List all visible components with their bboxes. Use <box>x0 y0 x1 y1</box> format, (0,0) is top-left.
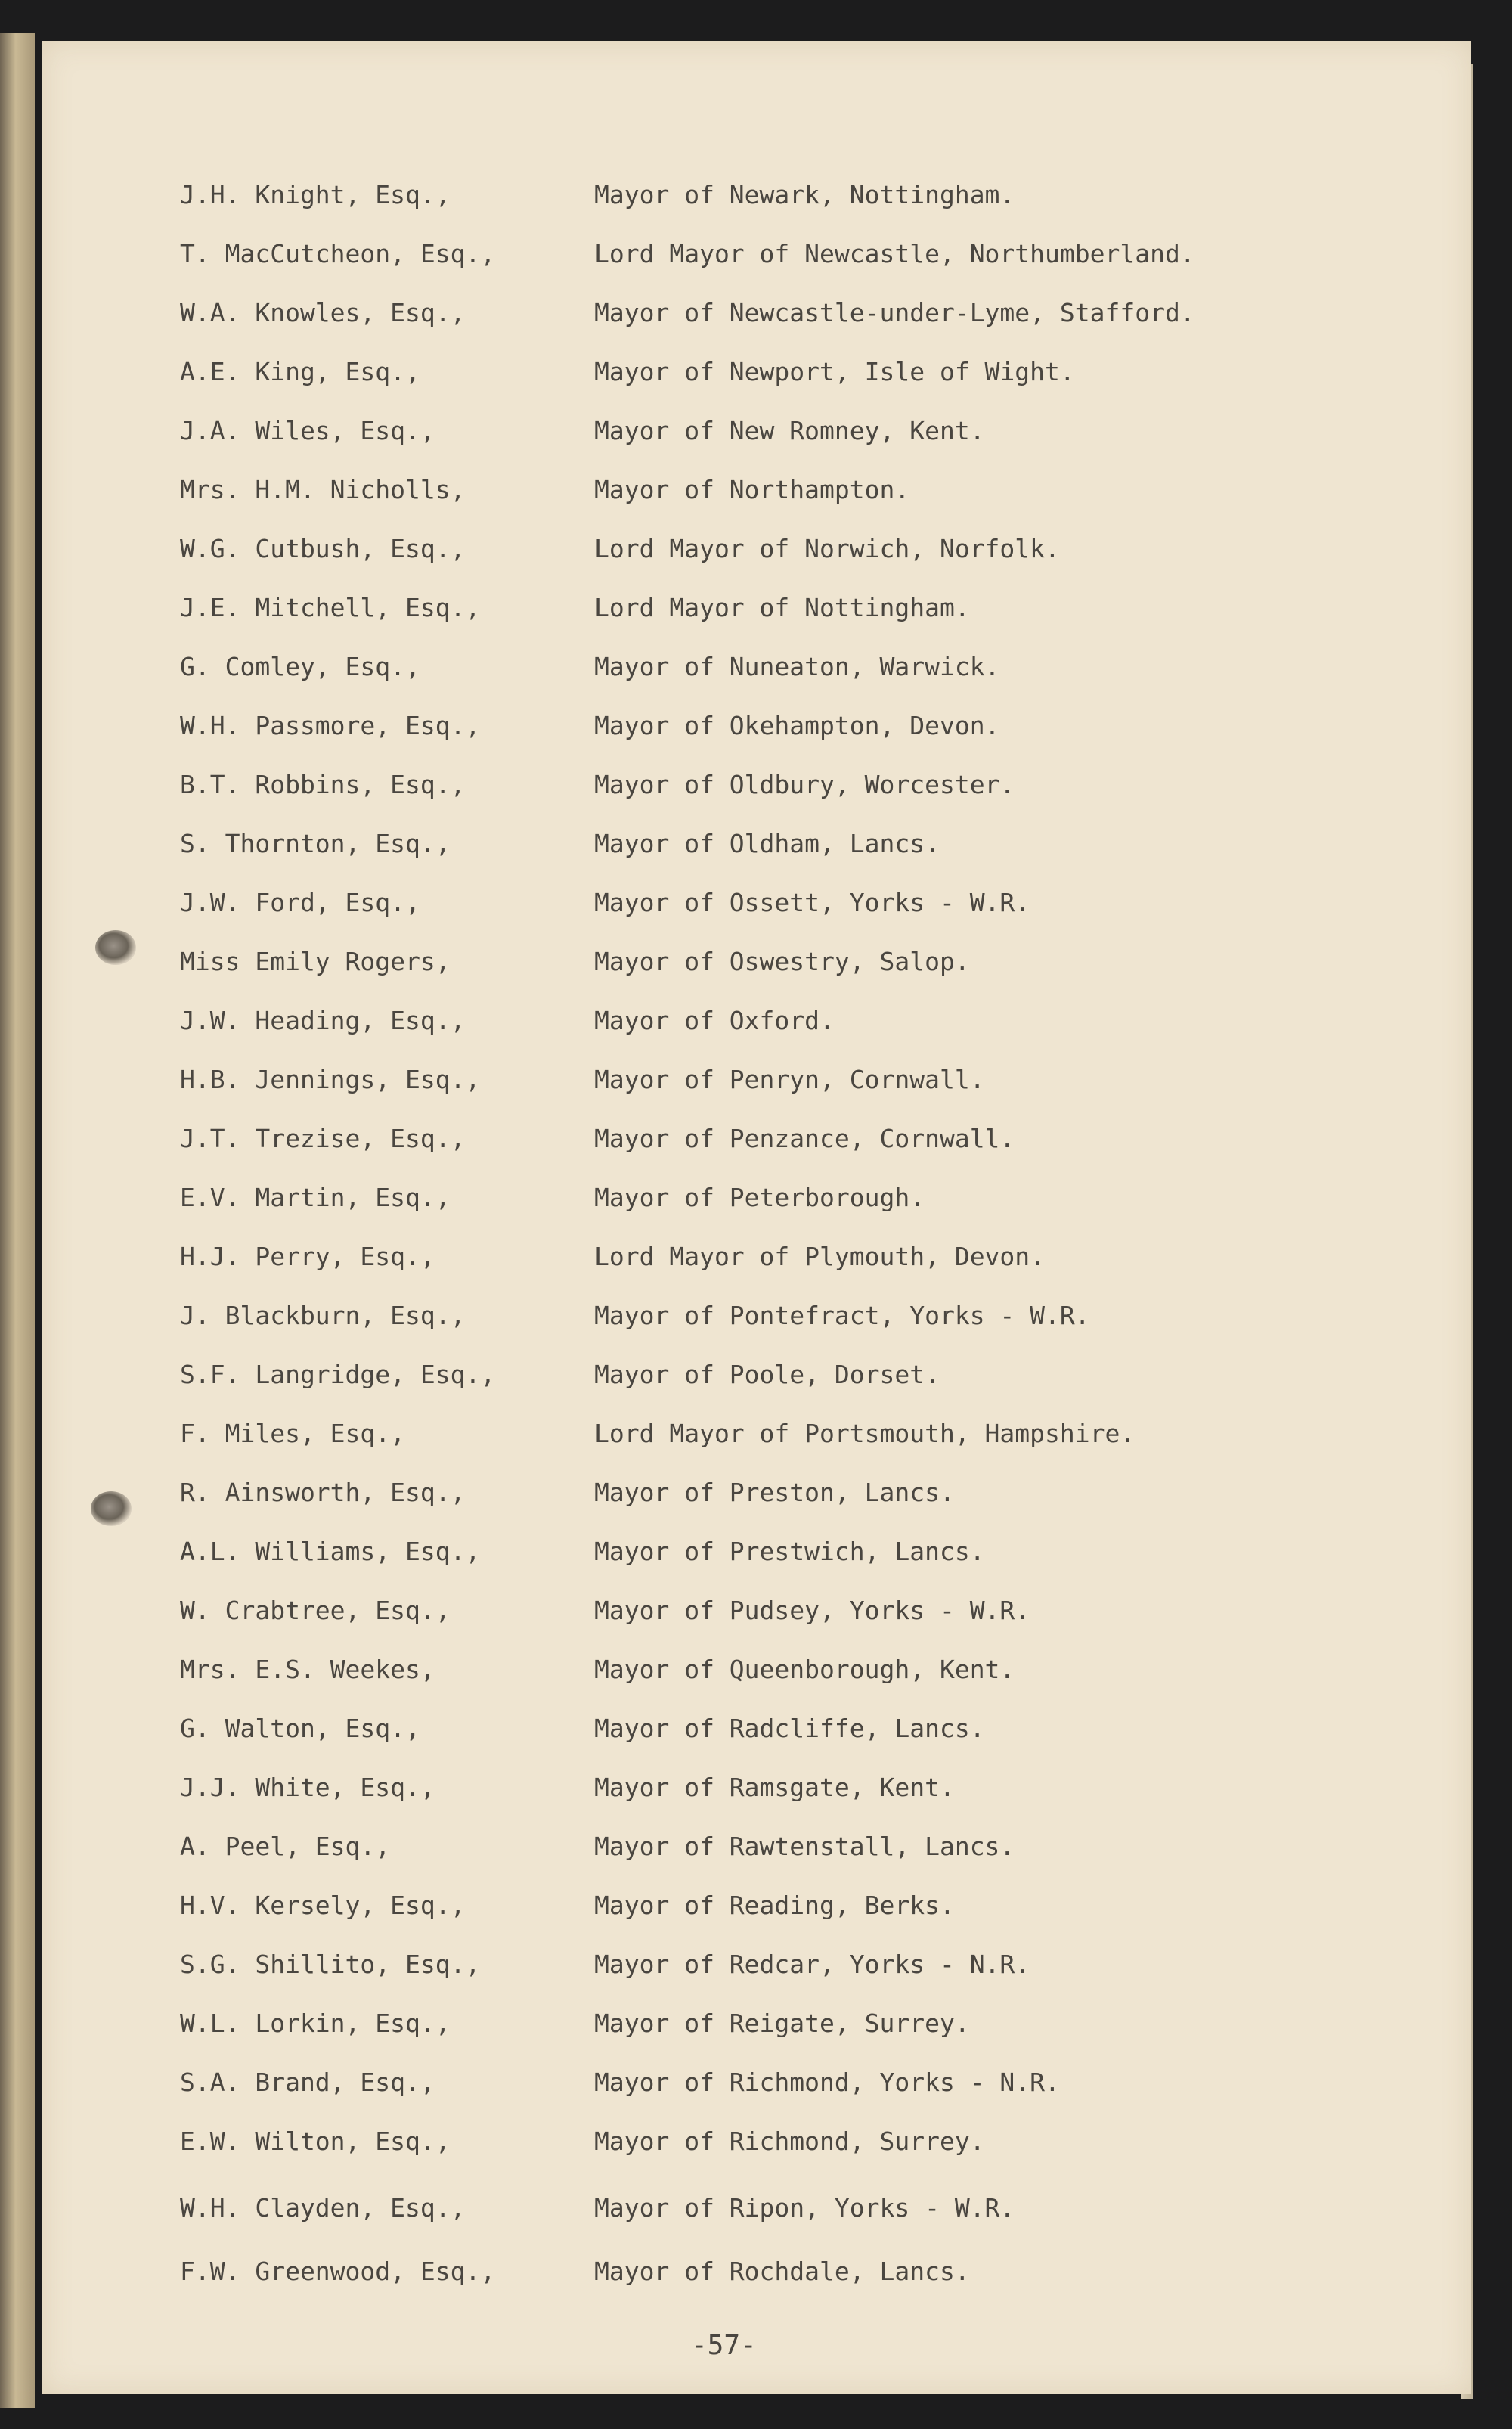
official-name: S.G. Shillito, Esq., <box>180 1950 481 1979</box>
list-item <box>180 1945 1465 1984</box>
list-item <box>180 824 1465 864</box>
official-name: R. Ainsworth, Esq., <box>180 1478 466 1507</box>
list-item <box>180 1591 1465 1630</box>
list-item <box>180 1768 1465 1807</box>
document-page <box>42 41 1471 2394</box>
official-office: Mayor of Poole, Dorset. <box>594 1360 940 1389</box>
list-item <box>180 1827 1465 1866</box>
list-item <box>180 1709 1465 1748</box>
official-office: Mayor of Ripon, Yorks - W.R. <box>594 2193 1015 2223</box>
official-name: W.H. Passmore, Esq., <box>180 711 481 740</box>
official-name: T. MacCutcheon, Esq., <box>180 239 496 268</box>
official-office: Mayor of Queenborough, Kent. <box>594 1655 1015 1684</box>
official-office: Mayor of Northampton. <box>594 475 910 504</box>
list-item <box>180 1001 1465 1041</box>
official-office: Mayor of Redcar, Yorks - N.R. <box>594 1950 1030 1979</box>
official-name: J.H. Knight, Esq., <box>180 180 451 209</box>
list-item <box>180 942 1465 982</box>
official-office: Mayor of New Romney, Kent. <box>594 416 985 445</box>
official-name: W.L. Lorkin, Esq., <box>180 2009 451 2038</box>
official-name: J.W. Ford, Esq., <box>180 888 420 917</box>
official-office: Mayor of Penzance, Cornwall. <box>594 1124 1015 1153</box>
list-item <box>180 647 1465 687</box>
official-office: Mayor of Richmond, Surrey. <box>594 2127 985 2156</box>
official-name: J.J. White, Esq., <box>180 1773 435 1802</box>
official-name: H.V. Kersely, Esq., <box>180 1891 466 1920</box>
official-office: Mayor of Nuneaton, Warwick. <box>594 652 1000 681</box>
list-item <box>180 1473 1465 1512</box>
list-item <box>180 2063 1465 2102</box>
official-office: Lord Mayor of Nottingham. <box>594 593 970 622</box>
list-item <box>180 1414 1465 1453</box>
official-name: F. Miles, Esq., <box>180 1419 406 1448</box>
official-name: J.A. Wiles, Esq., <box>180 416 435 445</box>
official-office: Mayor of Rawtenstall, Lancs. <box>594 1832 1015 1861</box>
official-office: Lord Mayor of Portsmouth, Hampshire. <box>594 1419 1136 1448</box>
list-item <box>180 352 1465 392</box>
official-name: F.W. Greenwood, Esq., <box>180 2257 496 2286</box>
binder-spine <box>0 33 35 2408</box>
official-name: J.W. Heading, Esq., <box>180 1006 466 1035</box>
official-office: Mayor of Preston, Lancs. <box>594 1478 955 1507</box>
list-item <box>180 706 1465 746</box>
official-office: Mayor of Rochdale, Lancs. <box>594 2257 970 2286</box>
list-item <box>180 175 1465 215</box>
official-name: S. Thornton, Esq., <box>180 829 451 858</box>
official-name: H.J. Perry, Esq., <box>180 1242 435 1271</box>
official-name: J.T. Trezise, Esq., <box>180 1124 466 1153</box>
list-item <box>180 2004 1465 2043</box>
official-office: Lord Mayor of Plymouth, Devon. <box>594 1242 1046 1271</box>
official-office: Mayor of Reading, Berks. <box>594 1891 955 1920</box>
official-office: Mayor of Richmond, Yorks - N.R. <box>594 2068 1060 2097</box>
list-item <box>180 883 1465 923</box>
page-number: -57- <box>691 2330 757 2361</box>
binder-hole-lower <box>91 1491 132 1526</box>
list-item <box>180 1060 1465 1100</box>
list-item <box>180 1296 1465 1335</box>
official-name: G. Comley, Esq., <box>180 652 420 681</box>
binder-hole-upper <box>95 930 136 965</box>
official-office: Mayor of Prestwich, Lancs. <box>594 1537 985 1566</box>
official-office: Lord Mayor of Newcastle, Northumberland. <box>594 239 1195 268</box>
official-name: Miss Emily Rogers, <box>180 947 451 976</box>
list-item <box>180 293 1465 333</box>
official-office: Mayor of Oswestry, Salop. <box>594 947 970 976</box>
official-office: Mayor of Radcliffe, Lancs. <box>594 1714 985 1743</box>
official-office: Mayor of Ramsgate, Kent. <box>594 1773 955 1802</box>
official-name: G. Walton, Esq., <box>180 1714 420 1743</box>
official-name: H.B. Jennings, Esq., <box>180 1065 481 1094</box>
official-name: Mrs. E.S. Weekes, <box>180 1655 435 1684</box>
official-office: Mayor of Oldbury, Worcester. <box>594 770 1015 799</box>
list-item <box>180 529 1465 569</box>
official-name: S.F. Langridge, Esq., <box>180 1360 496 1389</box>
list-item <box>180 1886 1465 1925</box>
official-office: Lord Mayor of Norwich, Norfolk. <box>594 534 1060 563</box>
official-name: E.W. Wilton, Esq., <box>180 2127 451 2156</box>
official-office: Mayor of Newark, Nottingham. <box>594 180 1015 209</box>
list-item <box>180 765 1465 805</box>
official-name: W. Crabtree, Esq., <box>180 1596 451 1625</box>
official-name: S.A. Brand, Esq., <box>180 2068 435 2097</box>
list-item <box>180 234 1465 274</box>
official-office: Mayor of Newcastle-under-Lyme, Stafford. <box>594 298 1195 327</box>
official-office: Mayor of Okehampton, Devon. <box>594 711 1000 740</box>
official-name: J. Blackburn, Esq., <box>180 1301 466 1330</box>
official-office: Mayor of Reigate, Surrey. <box>594 2009 970 2038</box>
list-item <box>180 1355 1465 1394</box>
official-name: Mrs. H.M. Nicholls, <box>180 475 466 504</box>
official-name: A.L. Williams, Esq., <box>180 1537 481 1566</box>
official-name: W.A. Knowles, Esq., <box>180 298 466 327</box>
official-name: W.H. Clayden, Esq., <box>180 2193 466 2223</box>
official-office: Mayor of Ossett, Yorks - W.R. <box>594 888 1030 917</box>
official-office: Mayor of Oldham, Lancs. <box>594 829 940 858</box>
official-name: E.V. Martin, Esq., <box>180 1183 451 1212</box>
list-item <box>180 1650 1465 1689</box>
list-item <box>180 411 1465 451</box>
list-item <box>180 2189 1465 2228</box>
list-item <box>180 1532 1465 1571</box>
official-office: Mayor of Peterborough. <box>594 1183 925 1212</box>
list-item <box>180 2122 1465 2161</box>
official-office: Mayor of Newport, Isle of Wight. <box>594 357 1075 386</box>
official-office: Mayor of Oxford. <box>594 1006 835 1035</box>
official-name: J.E. Mitchell, Esq., <box>180 593 481 622</box>
list-item <box>180 470 1465 510</box>
official-office: Mayor of Penryn, Cornwall. <box>594 1065 985 1094</box>
official-name: B.T. Robbins, Esq., <box>180 770 466 799</box>
official-office: Mayor of Pudsey, Yorks - W.R. <box>594 1596 1030 1625</box>
list-item <box>180 588 1465 628</box>
official-name: W.G. Cutbush, Esq., <box>180 534 466 563</box>
official-name: A.E. King, Esq., <box>180 357 420 386</box>
list-item <box>180 1237 1465 1277</box>
official-office: Mayor of Pontefract, Yorks - W.R. <box>594 1301 1090 1330</box>
official-name: A. Peel, Esq., <box>180 1832 391 1861</box>
list-item <box>180 1178 1465 1218</box>
list-item <box>180 1119 1465 1159</box>
list-item <box>180 2252 1465 2291</box>
